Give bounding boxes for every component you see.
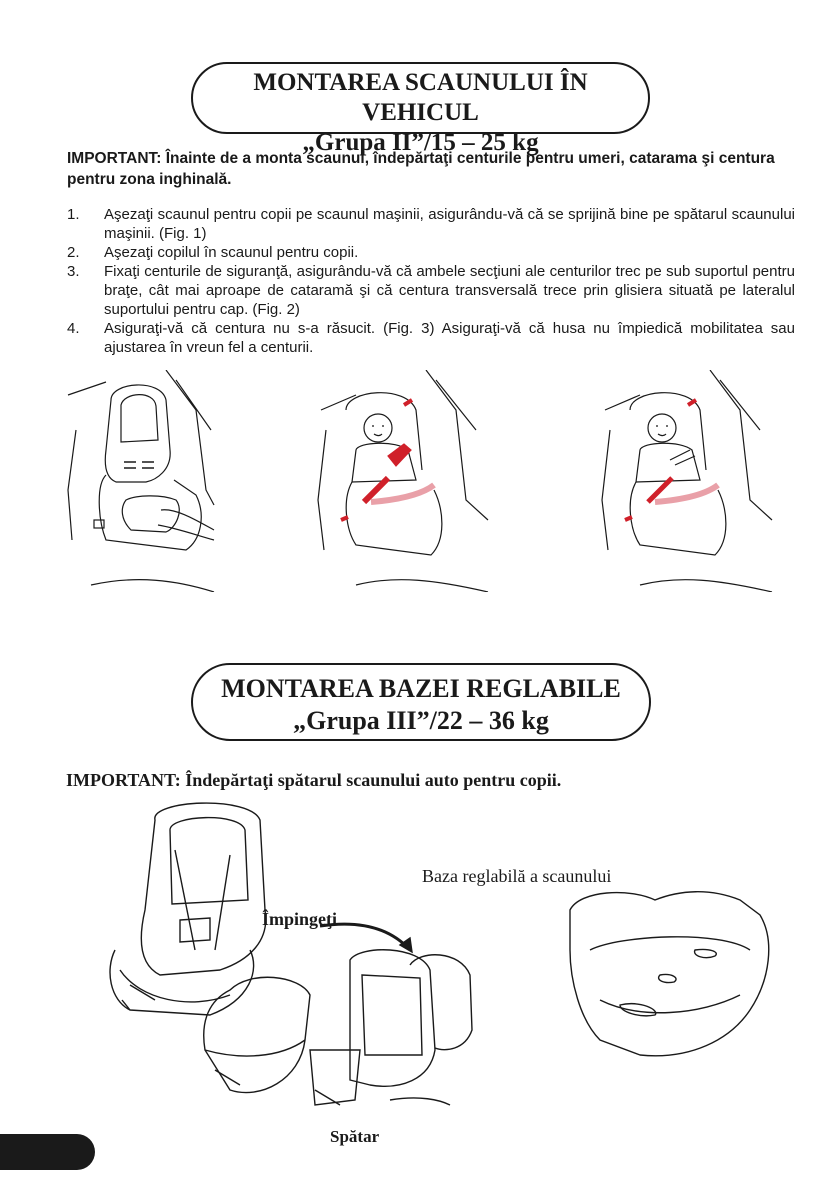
instruction-list: [67, 205, 795, 357]
important-label: IMPORTANT: [67, 150, 157, 167]
section2-important-note: IMPORTANT: Îndepărtaţi spătarul scaunului auto pentru copii.: [66, 770, 562, 790]
page-tab: [0, 1134, 95, 1170]
figure-1-seat-illustration: [66, 370, 216, 592]
list-item: 1. Aşezaţi scaunul pentru copii pe scaunul maşinii, asigurându-vă că se sprijină bine pe spătarul scaunului maşinii. (Fig. 1): [67, 206, 795, 242]
list-item: 4. Asiguraţi-vă că centura nu s-a răsucit. (Fig. 3) Asiguraţi-vă că husa nu împiedică mobilitatea sau ajustarea în vreun fel a centurii.: [67, 320, 795, 356]
figure-3-belt-check-illustration: [600, 370, 775, 592]
section2-title-box: [191, 663, 651, 741]
section1-title-box: [191, 62, 650, 156]
list-item: 3. Fixaţi centurile de siguranţă, asigurându-vă că ambele secţiuni ale centurilor trec pe sub suportul pentru braţe, cât mai aproape de cataramă şi că centura transversală trece prin glisiera situată pe lateralul suportului pentru cap. (Fig. 2): [67, 263, 795, 318]
section2-subtitle: „Grupa III”/22 – 36 kg: [293, 706, 549, 735]
adjustable-base-label: Baza reglabilă a scaunului: [422, 866, 612, 886]
section2-title: MONTAREA BAZEI REGLABILE: [221, 674, 621, 703]
booster-base-illustration: [100, 800, 820, 1170]
backrest-label: Spătar: [330, 1127, 380, 1146]
section1-title: MONTAREA SCAUNULUI ÎN VEHICUL: [253, 69, 588, 126]
important-text: : Înainte de a monta scaunul, îndepărtaţi centurile pentru umeri, catarama şi centura pentru zona inghinală.: [67, 150, 775, 188]
figure-2-child-belt-illustration: [316, 370, 491, 592]
list-item: 2. Aşezaţi copilul în scaunul pentru copii.: [67, 244, 359, 261]
section1-important-note: [67, 148, 797, 190]
push-label: Împingeţi: [262, 909, 338, 929]
section1-subtitle: „Grupa II”/15 – 25 kg: [302, 129, 539, 156]
